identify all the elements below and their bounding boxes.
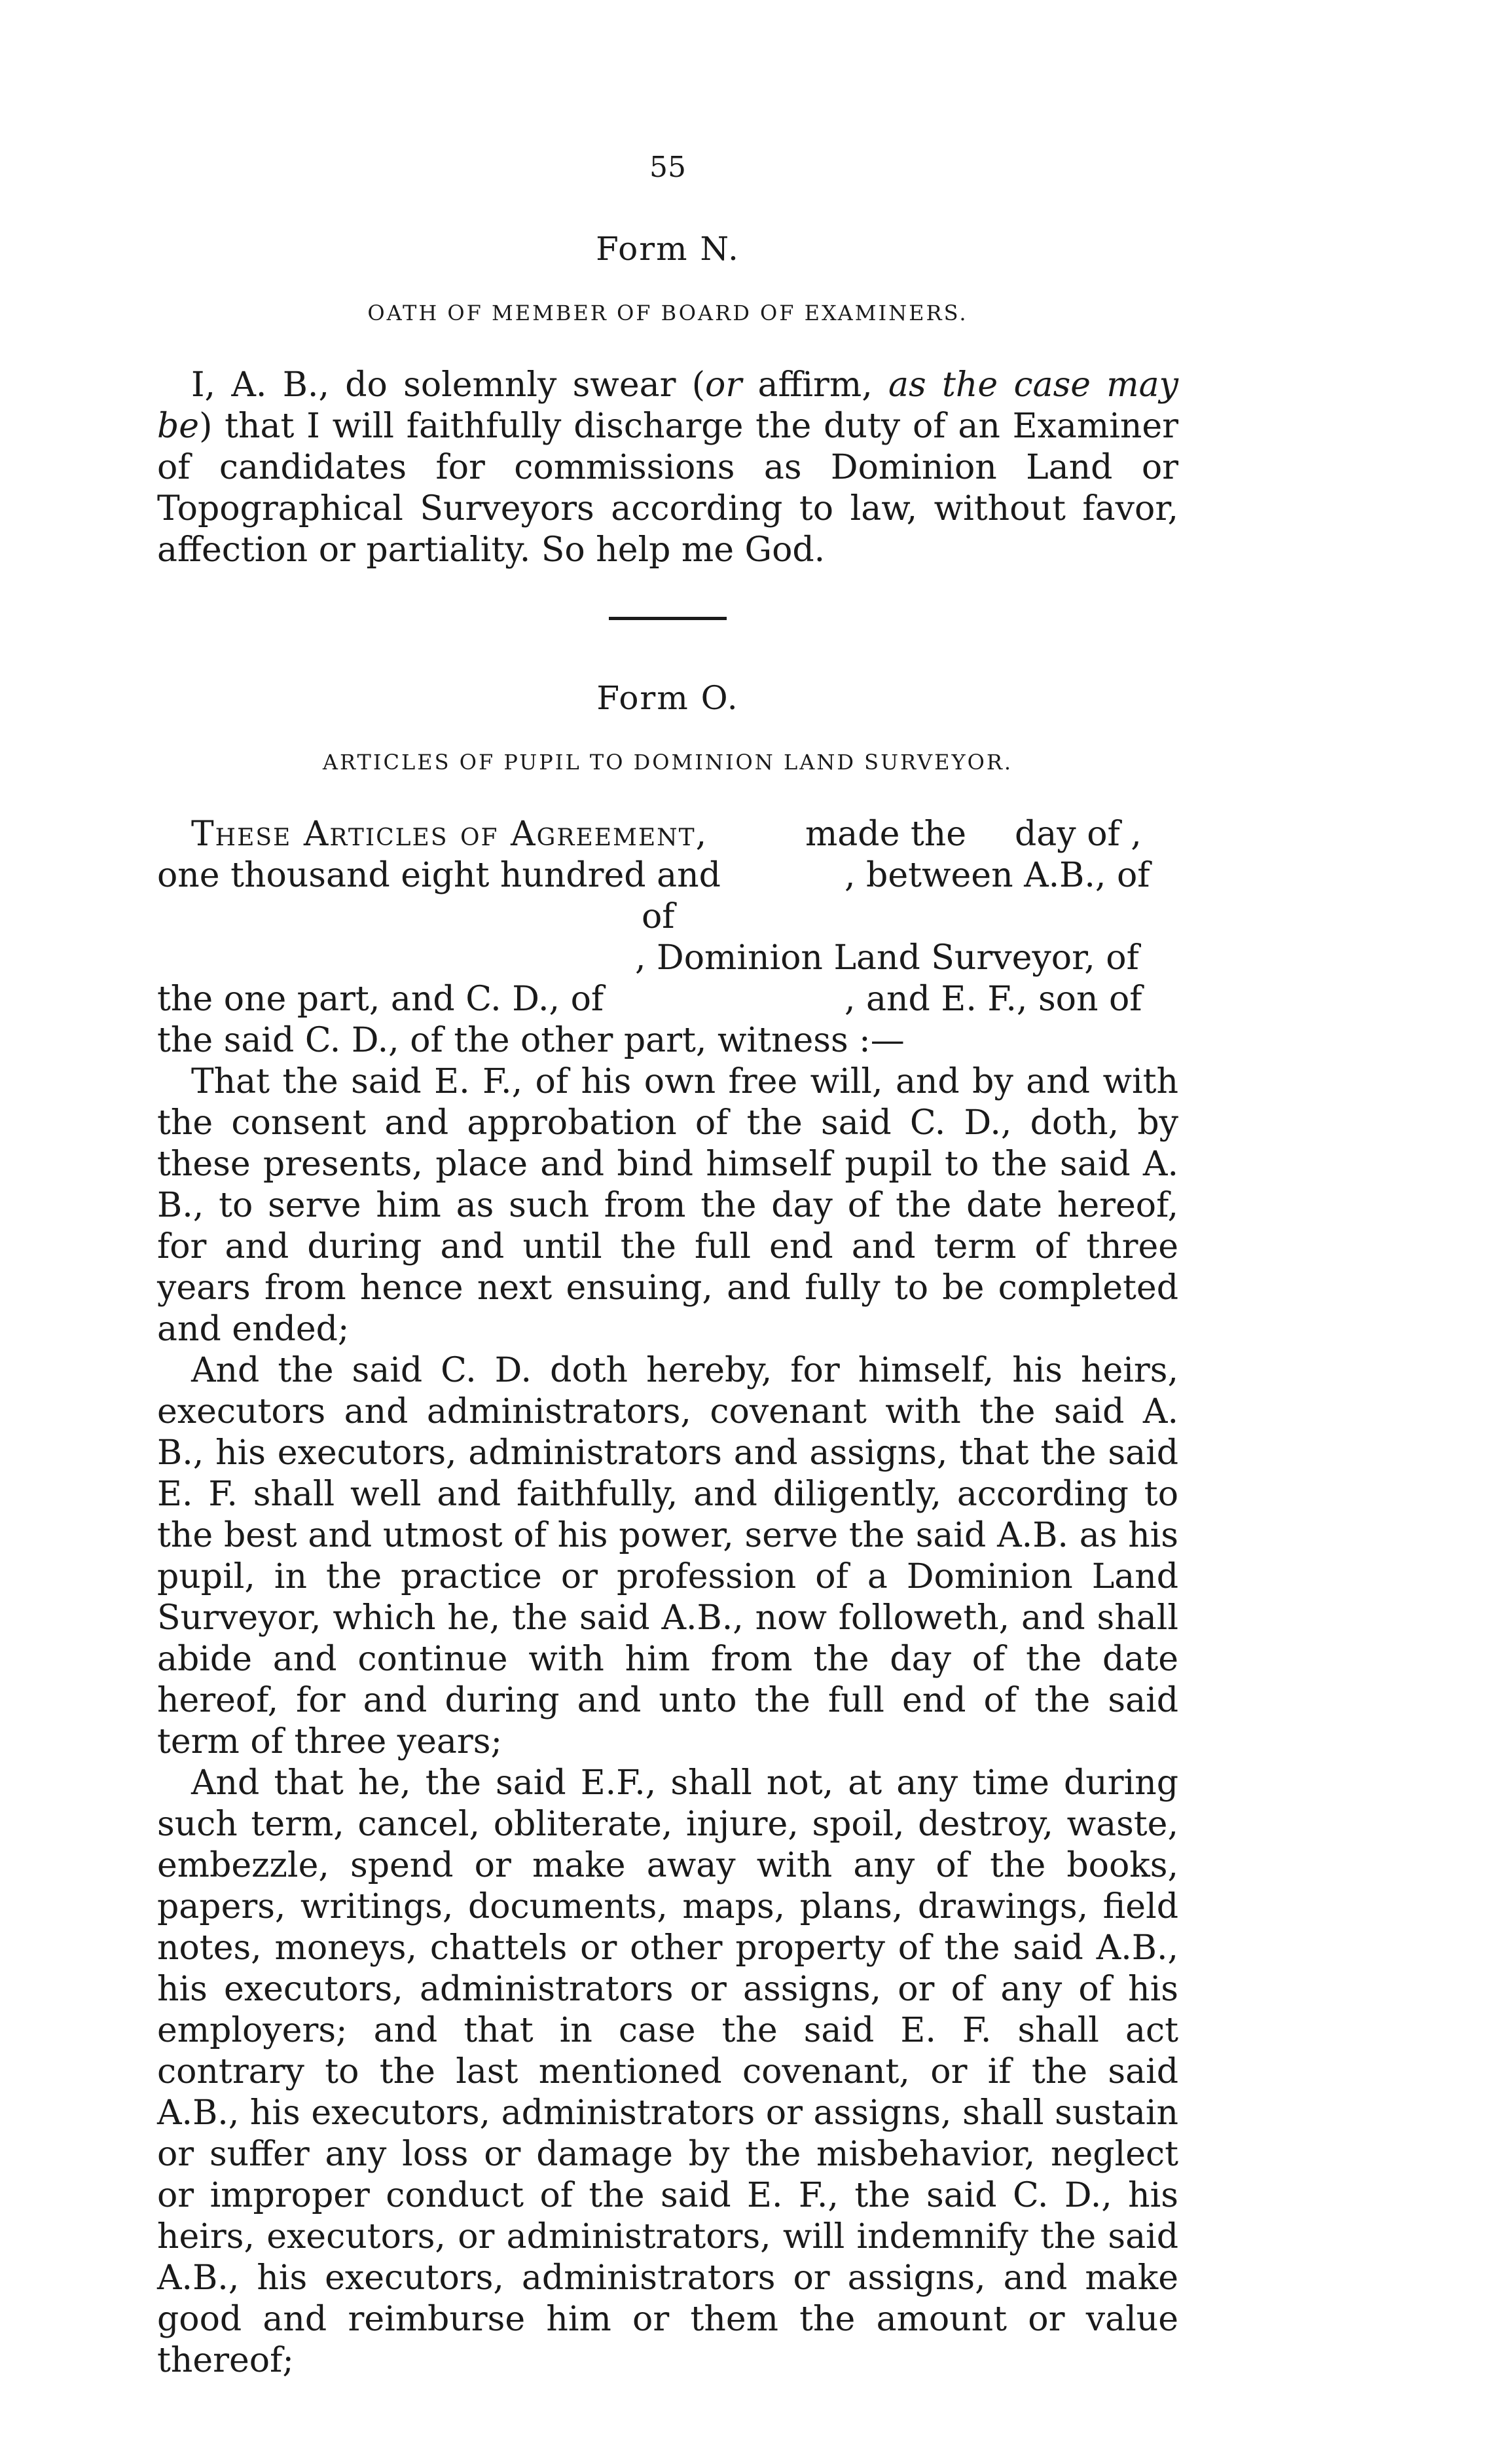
preamble-line-2-year: one thousand eight hundred and (157, 856, 721, 895)
form-n-subtitle: OATH OF MEMBER OF BOARD OF EXAMINERS. (367, 301, 968, 325)
agreement-preamble (157, 814, 1178, 1061)
preamble-line-5-son: , and E. F., son of (845, 980, 1142, 1019)
articles-paragraph-3: And that he, the said E.F., shall not, at any time during such term, cancel, obliterate, injure, spoil, destroy, waste, embezzle, spend or make away with any of the books, papers, writings, documents, maps, plans, drawings, field notes, moneys, chattels or other property of the said A.B., his executors, administrators or assigns, or of any of his employers; and that in case the said E. F. shall act contrary to the last mentioned covenant, or if the said A.B., his executors, administrators or assigns, shall sustain or suffer any loss or damage by the misbehavior, neglect or improper conduct of the said E. F., the said C. D., his heirs, executors, or administrators, will indemnify the said A.B., his executors, administrators or assigns, and make good and reimburse him or them the amount or value thereof; (157, 1763, 1178, 2380)
page-number: 55 (649, 151, 686, 184)
oath-text-rest: ) that I will faithfully discharge the duty of an Examiner of candidates for commissions as Dominion Land or Topographical Surveyors according to law, without favor, affection or partiality. So help me God. (157, 407, 1178, 570)
oath-text-affirm: affirm, (742, 365, 889, 405)
oath-paragraph (157, 365, 1178, 571)
oath-text-italic-or: or (705, 365, 742, 405)
preamble-line-1-dayof: day of , (1015, 815, 1142, 854)
preamble-line-2 (157, 855, 1178, 896)
preamble-line-5 (157, 979, 1178, 1020)
preamble-line-3-of: of (642, 897, 675, 936)
preamble-line-5-one-part: the one part, and C. D., of (157, 980, 604, 1019)
oath-text-start: I, A. B., do solemnly swear ( (191, 365, 706, 405)
preamble-line-6 (157, 1020, 1178, 1061)
form-o-subtitle: ARTICLES OF PUPIL TO DOMINION LAND SURVEYOR. (322, 750, 1013, 775)
oath-text-italic-case: as the case may be (157, 365, 1178, 446)
preamble-line-4 (157, 938, 1178, 979)
document-page (157, 151, 1178, 2381)
preamble-line-6-witness: the said C. D., of the other part, witness :— (157, 1021, 905, 1060)
articles-paragraph-1: That the said E. F., of his own free will, and by and with the consent and approbation of the said C. D., doth, by these presents, place and bind himself pupil to the said A. B., to serve him as such from the day of the date hereof, for and during and until the full end and term of three years from hence next ensuing, and fully to be completed and ended; (157, 1062, 1178, 1349)
preamble-line-1-articles: These Articles of Agreement, (191, 815, 708, 854)
preamble-line-2-between: , between A.B., of (845, 856, 1150, 895)
section-divider (609, 617, 727, 620)
preamble-line-1 (157, 814, 1178, 855)
preamble-line-4-surveyor: , Dominion Land Surveyor, of (635, 938, 1139, 978)
articles-paragraph-2: And the said C. D. doth hereby, for himself, his heirs, executors and administrators, covenant with the said A. B., his executors, administrators and assigns, that the said E. F. shall well and faithfully, and diligently, according to the best and utmost of his power, serve the said A.B. as his pupil, in the practice or profession of a Dominion Land Surveyor, which he, the said A.B., now followeth, and shall abide and continue with him from the day of the date hereof, for and during and unto the full end of the said term of three years; (157, 1351, 1178, 1761)
preamble-line-3 (157, 896, 1178, 938)
preamble-line-1-made: made the (805, 815, 967, 854)
form-o-title: Form O. (596, 679, 739, 717)
form-n-title: Form N. (596, 230, 740, 268)
